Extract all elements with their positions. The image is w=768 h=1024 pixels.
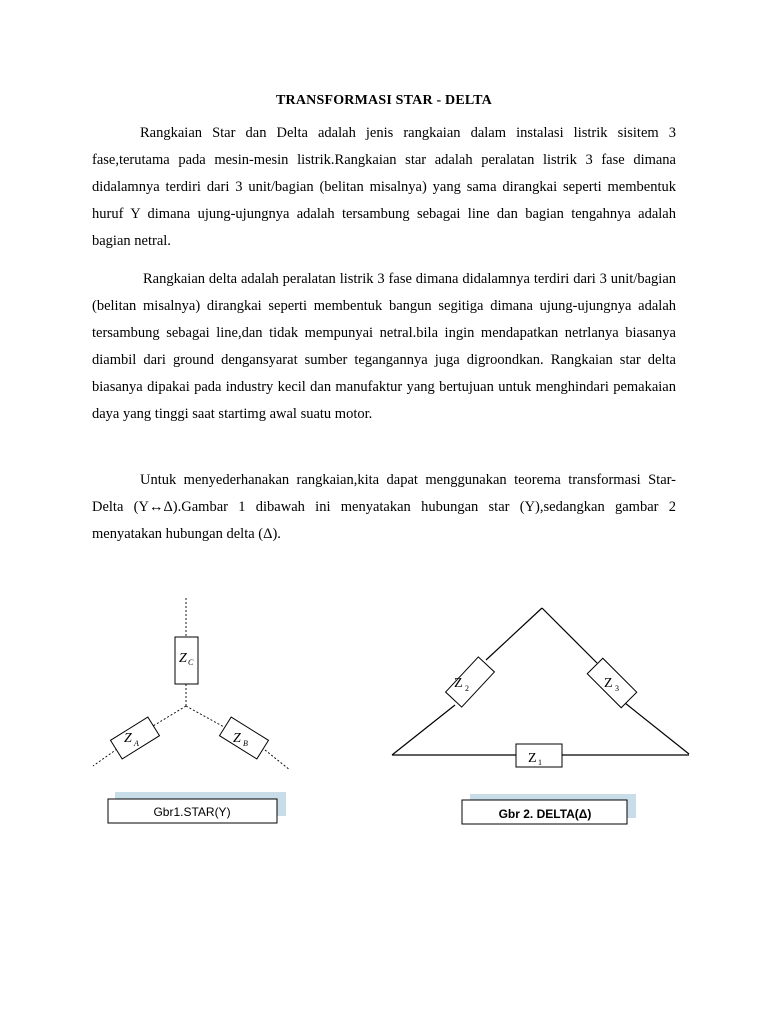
impedance-zc-label: Z: [179, 651, 187, 666]
paragraph-star-delta-intro: Rangkaian Star dan Delta adalah jenis rangkaian dalam instalasi listrik sisitem 3 fase,terutama pada mesin-mesin listrik.Rangkaian star adalah peralatan listrik 3 fase dimana didalamnya terdiri dari 3 unit/bagian (belitan misalnya) yang sama dirangkai seperti membentuk huruf Y dimana ujung-ujungnya adalah tersambung sebagai line dan bagian tengahnya adalah bagian netral.: [92, 125, 676, 249]
delta-wires: [392, 608, 689, 755]
impedance-z1: [516, 744, 562, 767]
impedance-za-label: Z: [124, 731, 132, 746]
impedance-zb: [218, 717, 269, 762]
impedance-z2-label: Z: [454, 676, 463, 691]
delta-caption: [462, 794, 636, 824]
star-caption: [108, 792, 286, 823]
star-caption-text: Gbr1.STAR(Y): [153, 805, 231, 819]
paragraph-transformation: Untuk menyederhanakan rangkaian,kita dapat menggunakan teorema transformasi Star-Delta (Y↔Δ).Gambar 1 dibawah ini menyatakan hubungan star (Y),sedangkan gambar 2 menyatakan hubungan delta (Δ).: [92, 472, 676, 542]
star-figure: [93, 598, 290, 823]
impedance-za: [110, 716, 159, 759]
paragraph-delta-description: Rangkaian delta adalah peralatan listrik 3 fase dimana didalamnya terdiri dari 3 unit/bagian (belitan misalnya) dirangkai seperti membentuk bangun segitiga dimana ujung-ujungnya adalah tersambung sebagai line,dan tidak mempunyai netral.bila ingin mendapatkan netrlanya biasanya diambil dari ground dengansyarat sumber tegangannya juga digroondkan. Rangkaian star delta biasanya dipakai pada industry kecil dan manufaktur yang bertujuan untuk menghindari pemakaian daya yang tinggi saat startimg awal suatu motor.: [92, 271, 676, 422]
impedance-zb-subscript: B: [243, 739, 248, 748]
impedance-z3-subscript: 3: [615, 684, 619, 693]
impedance-z1-subscript: 1: [538, 758, 542, 767]
impedance-z3-label: Z: [604, 676, 613, 691]
impedance-za-subscript: A: [134, 739, 139, 748]
impedance-zb-label: Z: [233, 731, 241, 746]
impedance-z1-label: Z: [528, 751, 537, 766]
delta-caption-text: Gbr 2. DELTA(Δ): [498, 807, 592, 821]
impedance-z2-subscript: 2: [465, 684, 469, 693]
impedance-zc: [175, 637, 198, 684]
impedance-z3: [586, 658, 637, 709]
impedance-z2: [442, 654, 494, 707]
impedance-zc-subscript: C: [188, 658, 194, 667]
document-title: TRANSFORMASI STAR - DELTA: [276, 93, 492, 108]
delta-figure: [392, 608, 689, 824]
